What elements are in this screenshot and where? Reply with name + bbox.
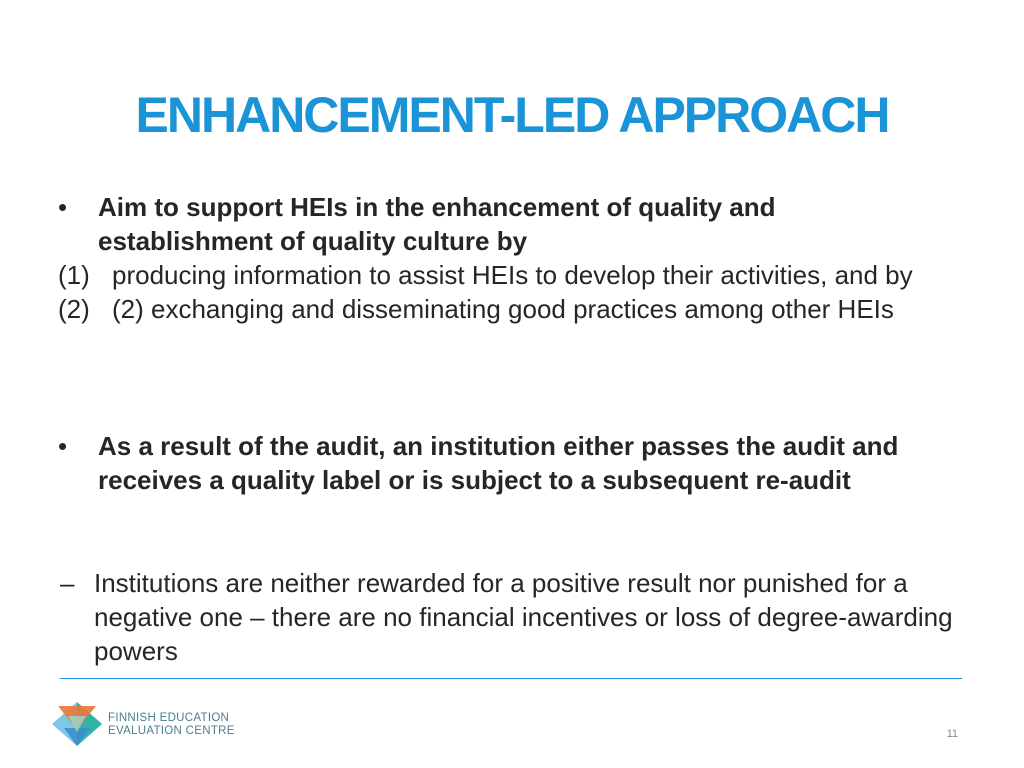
organization-name-line2: EVALUATION CENTRE: [108, 725, 235, 737]
bullet-group-aim: [58, 190, 958, 326]
bullet-text-aim: Aim to support HEIs in the enhancement of quality and establishment of quality culture by: [98, 192, 776, 256]
numbered-item-2: [58, 292, 958, 326]
numbered-item-1: [58, 258, 958, 292]
numbered-marker-2: (2): [58, 294, 90, 324]
numbered-marker-1: (1): [58, 260, 90, 290]
numbered-text-1: producing information to assist HEIs to develop their activities, and by: [112, 260, 913, 290]
bullet-icon: •: [58, 431, 68, 461]
footer-divider: [60, 678, 962, 679]
organization-name-line1: FINNISH EDUCATION: [108, 712, 230, 724]
dash-text: Institutions are neither rewarded for a positive result nor punished for a negative one – there are no financial incentives or loss of degree-awarding powers: [94, 568, 953, 666]
page-number: 11: [946, 728, 958, 740]
bullet-text-result: As a result of the audit, an institution either passes the audit and receives a quality label or is subject to a subsequent re-audit: [98, 431, 899, 495]
numbered-text-2: (2) exchanging and disseminating good practices among other HEIs: [112, 294, 894, 324]
dash-group: [60, 566, 965, 668]
bullet-item-aim: [58, 190, 958, 258]
slide-title: ENHANCEMENT-LED APPROACH: [135, 87, 889, 143]
dash-item: [60, 566, 965, 668]
bullet-icon: •: [58, 192, 68, 222]
organization-name: [108, 712, 235, 738]
dash-icon: –: [60, 568, 75, 598]
bullet-item-result: [58, 429, 958, 497]
bullet-group-result: [58, 429, 958, 497]
triangle-logo-icon: [50, 700, 104, 748]
